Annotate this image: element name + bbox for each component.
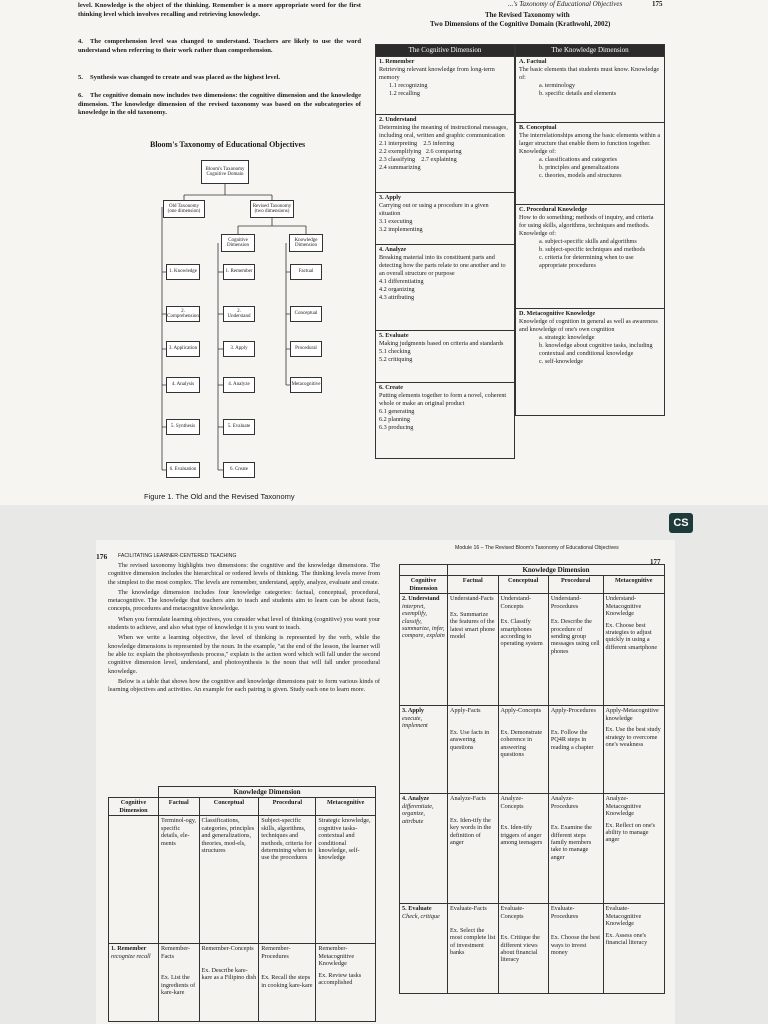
old-level-2: 2. Comprehension xyxy=(166,306,200,322)
bl-paragraph: The revised taxonomy highlights two dimensions: the cognitive and the knowledge dimensions. The cognitive dimension includes the hierarchical or ordered levels of thinking. The thinking levels move from the simplest to the most complex. The levels are remember, understand, apply, analyze, evaluate and create. xyxy=(108,562,380,586)
know-cell-procedural: C. Procedural Knowledge How to do something; methods of inquiry, and criteria for using skills, algorithms, techniques and methods. Knowledge of: a. subject-specific skills and algorithms b. subject-specific techniques and methods c. criteria for determining when to use appropriate procedures xyxy=(516,204,664,308)
top-running-head: ...'s Taxonomy of Educational Objectives xyxy=(508,0,623,8)
diagram-title: Bloom's Taxonomy of Educational Objectives xyxy=(150,140,306,149)
bl-remember-cell: Remember-Procedures Ex. Recall the steps in cooking kare-kare xyxy=(259,944,316,1022)
diagram-revised-taxonomy: Revised Taxonomy (two dimensions) xyxy=(250,200,294,218)
br-page-number: 177 xyxy=(650,558,661,566)
bl-corner-header: Cognitive Dimension xyxy=(109,798,159,816)
know-level-metacognitive: Metacognitive xyxy=(290,377,322,393)
know-level-procedural: Procedural xyxy=(290,341,322,357)
bottom-left-page xyxy=(96,540,396,1024)
new-level-6: 6. Create xyxy=(223,462,255,478)
camscanner-badge: CS xyxy=(669,513,693,533)
cog-cell-understand: 2. Understand Determining the meaning of instructional messages, including oral, written and graphic communication 2.1 interpreting 2.5 inferring 2.2 exemplifying 2.6 comparing 2.3 classifying 2.7 explaining 2.4 summarizing xyxy=(376,114,514,192)
br-col-header: Metacognitive xyxy=(603,576,664,594)
br-cell: Understand-Procedures Ex. Describe the procedure of sending group messages using cell phones xyxy=(548,594,603,706)
br-cell: Evaluate-Facts Ex. Select the most complete list of investment banks xyxy=(448,904,499,994)
bl-col-header: Metacognitive xyxy=(316,798,376,816)
br-cell: Apply-Metacognitive knowledge Ex. Use the best study strategy to overcome one's weakness xyxy=(603,706,664,794)
bl-row-remember: 1. Remember recognize recall xyxy=(109,944,159,1022)
br-cell: Understand-Facts Ex. Summarize the features of the latest smart phone model xyxy=(448,594,499,706)
old-level-4: 4. Analysis xyxy=(166,377,200,393)
revised-title-1: The Revised Taxonomy with xyxy=(485,11,570,19)
br-row-header: 5. Evaluate Check, critique xyxy=(400,904,448,994)
bl-remember-cell: Remember-Concepts Ex. Describe kare-kare as a Filipino dish xyxy=(199,944,259,1022)
cognitive-dimension-table xyxy=(375,44,515,459)
bl-running-head: FACILITATING LEARNER-CENTERED TEACHING xyxy=(118,553,237,559)
br-col-header: Conceptual xyxy=(498,576,548,594)
bl-page-number: 176 xyxy=(96,552,108,561)
bl-col-header: Factual xyxy=(159,798,200,816)
figure-caption: Figure 1. The Old and the Revised Taxonomy xyxy=(144,492,295,501)
bl-super-header: Knowledge Dimension xyxy=(159,787,376,798)
bl-paragraph: The knowledge dimension includes four knowledge categories: factual, conceptual, procedural, metacognitive. The knowledge that teachers aim to teach and students aim to learn can be about facts, concepts, procedures and metacognitive knowledge. xyxy=(108,588,380,613)
bl-col-header: Conceptual xyxy=(199,798,259,816)
old-level-3: 3. Application xyxy=(166,341,200,357)
know-level-factual: Factual xyxy=(290,264,322,280)
br-row-header: 4. Analyze differentiate, organize, attribute xyxy=(400,794,448,904)
diagram-knowledge-dimension: Knowledge Dimension xyxy=(289,234,323,252)
br-cell: Apply-Facts Ex. Use facts in answering questions xyxy=(448,706,499,794)
bl-desc-cell: Terminol-ogy, specific details, ele-ments xyxy=(159,816,200,944)
new-level-2: 2. Understand xyxy=(223,306,255,322)
br-cell: Analyze-Procedures Ex. Examine the different steps family members take to manage anger xyxy=(548,794,603,904)
new-level-1: 1. Remember xyxy=(223,264,255,280)
br-cell: Evaluate-Metacognitive Knowledge Ex. Assess one's financial literacy xyxy=(603,904,664,994)
old-level-6: 6. Evaluation xyxy=(166,462,200,478)
know-cell-conceptual: B. Conceptual The interrelationships among the basic elements within a larger structure that enable them to function together. Knowledge of: a. classifications and categories b. principles and generalizations c. theories, models and structures xyxy=(516,122,664,204)
item-4: 4. The comprehension level was changed to understand. Teachers are likely to use the word understand when referring to their work rather than comprehension. xyxy=(78,38,361,54)
bl-knowledge-table xyxy=(108,786,376,1022)
bl-remember-cell: Remember-Metacognitive Knowledge Ex. Review tasks accomplished xyxy=(316,944,376,1022)
cog-cell-analyze: 4. Analyze Breaking material into its constituent parts and detecting how the parts relate to one another and to an overall structure or purpose 4.1 differentiating 4.2 organizing 4.3 attributing xyxy=(376,244,514,330)
br-cell: Understand-Concepts Ex. Classify smartphones according to operating system xyxy=(498,594,548,706)
bl-desc-cell: Subject-specific skills, algorithms, techniques and methods, criteria for determining when to use the procedures xyxy=(259,816,316,944)
intro-fragment: level. Knowledge is the object of the thinking. Remember is a more appropriate word for the first thinking level which involves recalling and retrieving knowledge. xyxy=(78,2,361,18)
br-super-header: Knowledge Dimension xyxy=(448,565,665,576)
br-corner-header: Cognitive Dimension xyxy=(400,576,448,594)
diagram-cognitive-dimension: Cognitive Dimension xyxy=(221,234,255,252)
bl-paragraph: When you formulate learning objectives, you consider what level of thinking (cognitive) you want your students to achieve, and also what type of knowledge it is you want to teach. xyxy=(108,615,380,632)
br-row-header: 2. Understand interpret, exemplify, classify, summarize, infer, compare, explain xyxy=(400,594,448,706)
bl-paragraph: When we write a learning objective, the level of thinking is represented by the verb, while the knowledge dimensions is represented by the noun. In the example, "at the end of the lesson, the learner will be able to: explain the photosynthesis process," explain is the action word which will fall under the second cognitive dimension level, understand, and photosynthesis is the noun that will fall under procedural knowledge. xyxy=(108,634,380,675)
knowledge-dimension-header: The Knowledge Dimension xyxy=(516,45,664,56)
cog-cell-create: 6. Create Putting elements together to form a novel, coherent whole or make an original product 6.1 generating 6.2 planning 6.3 producing xyxy=(376,382,514,460)
bl-paragraph: Below is a table that shows how the cognitive and knowledge dimensions pair to form various kinds of learning objectives and activities. An example for each pairing is given. Study each one to learn more. xyxy=(108,677,380,694)
new-level-3: 3. Apply xyxy=(223,341,255,357)
new-level-5: 5. Evaluate xyxy=(223,419,255,435)
new-level-4: 4. Analyze xyxy=(223,377,255,393)
old-level-1: 1. Knowledge xyxy=(166,264,200,280)
br-cell: Analyze-Facts Ex. Iden-tify the key words in the definition of anger xyxy=(448,794,499,904)
br-cell: Apply-Concepts Ex. Demonstrate coherence in answering questions xyxy=(498,706,548,794)
item-6: 6. The cognitive domain now includes two dimensions: the cognitive dimension and the knowledge dimension. The knowledge dimension of the revised taxonomy was based on the subcategories of knowledge in the old taxonomy. xyxy=(78,92,361,117)
bl-col-header: Procedural xyxy=(259,798,316,816)
know-cell-metacognitive: D. Metacognitive Knowledge Knowledge of cognition in general as well as awareness and knowledge of one's own cognition a. strategic knowledge b. knowledge about cognitive tasks, including contextual and conditional knowledge c. self-knowledge xyxy=(516,308,664,416)
br-row-header: 3. Apply execute, implement xyxy=(400,706,448,794)
bl-remember-cell: Remember-Facts Ex. List the ingredients of kare-kare xyxy=(159,944,200,1022)
br-running-head: Module 16 – The Revised Bloom's Taxonomy of Educational Objectives xyxy=(455,545,619,551)
diagram-root: Bloom's Taxonomy Cognitive Domain xyxy=(201,160,249,184)
revised-title-2: Two Dimensions of the Cognitive Domain (Krathwohl, 2002) xyxy=(430,20,611,28)
bl-desc-cell: Classifications, categories, principles and generalizations, theories, mod-els, structures xyxy=(199,816,259,944)
br-cell: Analyze-Concepts Ex. Iden-tify triggers of anger among teenagers xyxy=(498,794,548,904)
old-level-5: 5. Synthesis xyxy=(166,419,200,435)
bl-body-text xyxy=(108,562,380,696)
top-page xyxy=(0,0,768,505)
bottom-right-page xyxy=(395,540,675,1024)
top-page-number: 175 xyxy=(652,0,663,8)
knowledge-dimension-table xyxy=(515,44,665,416)
cog-cell-apply: 3. Apply Carrying out or using a procedure in a given situation 3.1 executing 3.2 implementing xyxy=(376,192,514,244)
br-cell: Evaluate-Procedures Ex. Choose the best ways to invest money xyxy=(548,904,603,994)
br-col-header: Procedural xyxy=(548,576,603,594)
br-knowledge-table xyxy=(399,564,665,994)
br-cell: Apply-Procedures Ex. Follow the PQ4R steps in reading a chapter xyxy=(548,706,603,794)
br-cell: Understand-Metacognitive Knowledge Ex. Choose best strategies to adjust quickly in using a different smartphone xyxy=(603,594,664,706)
cog-cell-remember: 1. Remember Retrieving relevant knowledge from long-term memory 1.1 recognizing 1.2 recalling xyxy=(376,56,514,114)
diagram-old-taxonomy: Old Taxonomy (one dimension) xyxy=(163,200,205,218)
cognitive-dimension-header: The Cognitive Dimension xyxy=(376,45,514,56)
know-level-conceptual: Conceptual xyxy=(290,306,322,322)
br-cell: Analyze-Metacognitive Knowledge Ex. Reflect on one's ability to manage anger xyxy=(603,794,664,904)
br-cell: Evaluate-Concepts Ex. Critique the different views about financial literacy xyxy=(498,904,548,994)
item-5: 5. Synthesis was changed to create and was placed as the highest level. xyxy=(78,74,281,81)
cog-cell-evaluate: 5. Evaluate Making judgments based on criteria and standards 5.1 checking 5.2 critiquing xyxy=(376,330,514,382)
know-cell-factual: A. Factual The basic elements that students must know. Knowledge of: a. terminology b. specific details and elements xyxy=(516,56,664,122)
bl-desc-cell: Strategic knowledge, cognitive tasks-contextual and conditional knowledge, self-knowledge xyxy=(316,816,376,944)
br-col-header: Factual xyxy=(448,576,499,594)
